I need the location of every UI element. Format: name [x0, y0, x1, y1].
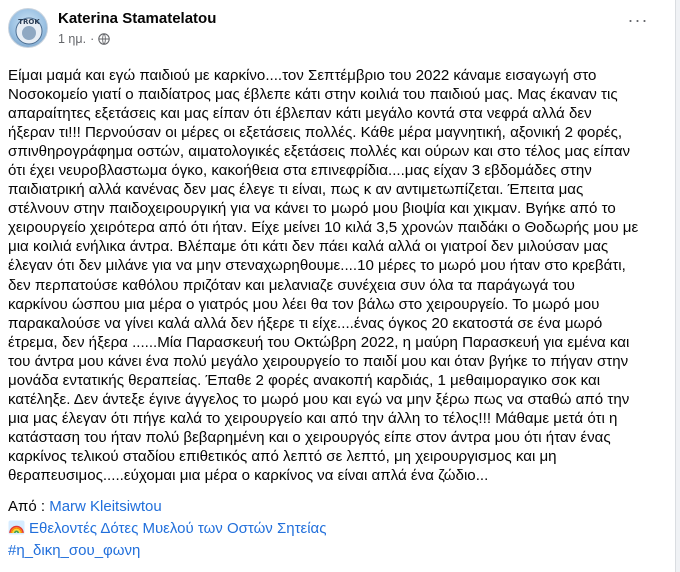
post-time[interactable]: 1 ημ. [58, 32, 87, 46]
post-line: ήξεραν τι!!! Περνούσαν οι μέρες οι εξετάσεις πολλές. Κάθε μέρα μαγνητική, αξονική 2 φορές, [8, 124, 623, 142]
post-body [8, 66, 660, 485]
avatar-logo-text: TROK [18, 18, 40, 26]
rainbow-icon [8, 520, 25, 535]
post-author[interactable]: Katerina Stamatelatou [58, 10, 217, 27]
avatar[interactable] [8, 8, 48, 48]
post-header [8, 8, 658, 58]
group-name: Εθελοντές Δότες Μυελού των Οστών Σητείας [29, 520, 327, 537]
post-credit [8, 498, 162, 515]
hashtag-link[interactable]: #η_δικη_σου_φωνη [8, 542, 141, 559]
post-line: έλεγαν ότι δεν μιλάνε για να μην στεναχωρηθουμε....10 μέρες το μωρό μου ήταν στο κρεβάτι, [8, 257, 626, 275]
post-line: Είμαι μαμά και εγώ παιδιού με καρκίνο....τον Σεπτέμβριο του 2022 κάναμε εισαγωγή στο [8, 67, 597, 84]
post-line: μια μας έλεγαν ότι πήγε καλά το χειρουργείο και από την άλλη το τέλος!!! Μάθαμε μετά ότι η [8, 409, 618, 427]
group-link[interactable] [8, 520, 326, 537]
post-line: καρκίνος τελικού σταδίου επιθετικός από λεπτό σε λεπτό, μη χειρουργισμος και μη [8, 447, 557, 465]
post-line: δεν περπατούσε καθόλου πριζόταν και μελανιαζε συνέχεια συν όλα τα παράγωγά του [8, 276, 575, 294]
post-line: μονάδα εντατικής θεραπείας. Έπαθε 2 φορές ανακοπή καρδιάς, 1 μεθαιμοραγικο σοκ και [8, 371, 601, 389]
credit-prefix: Από : [8, 498, 50, 515]
globe-icon[interactable] [98, 33, 110, 48]
post-line: κατέληξε. Δεν άντεξε έγινε άγγελος το μωρό μου και εγώ να μην ξέρω πως να σταθώ από την [8, 390, 630, 408]
meta-separator: · [90, 32, 95, 46]
post-line: καρκίνου ώσπου μια μέρα ο γιατρός μου λέει θα τον βάλω στο χειρουργείο. Το μωρό μου [8, 295, 600, 313]
post-line: Νοσοκομείο γιατί ο παιδίατρος μας έβλεπε κάτι στην κοιλιά του παιδιού μας. Μας έκαναν τις [8, 86, 618, 104]
post-line: κατάσταση του ήταν πολύ βεβαρημένη και ο χειρουργός είπε στον άντρα μου ότι ήταν ένας [8, 428, 611, 446]
post-line: στέλνουν στην παιδοχειρουργική για να κάνει το μωρό μου βιοψία και χικμαν. Βγήκε από το [8, 200, 616, 218]
post-line: παιδιατρική αλλά κανένας δεν μας έλεγε τι είναι, πως κ αν αντιμετωπίζεται. Έπειτα μας [8, 181, 584, 199]
post-line: σπινθηρογράφημα οστών, αιματολογικές εξετάσεις πολλές και ούρων και στο τέλος μας είπαν [8, 143, 631, 161]
post-line: ότι έχει νευροβλαστωμα όγκο, κακοήθεια στα επινεφρίδια....μας είχαν 3 εβδομάδες στην [8, 162, 592, 180]
credit-author-link[interactable]: Marw Kleitsiwtou [49, 498, 162, 515]
post-line: μια κοιλιά ενήλικα άντρα. Βλέπαμε ότι κάτι δεν πάει καλά αλλά οι γιατροί δεν μιλούσαν μας [8, 238, 609, 256]
post-meta [58, 32, 110, 48]
post-line: έτρεμα, δεν ήξερα ......Μία Παρασκευή του Οκτώβρη 2022, η μαύρη Παρασκευή για εμένα και [8, 333, 630, 351]
avatar-image [9, 9, 48, 48]
post-line: χειρουργείο χειρότερα από ότι ήταν. Είχε μείνει 10 κιλά 3,5 χρονών παιδάκι ο Θοδωρής μου με [8, 219, 639, 237]
more-options-icon[interactable]: ··· [627, 10, 649, 30]
post-line: θεραπευσιμος.....εύχομαι μια μέρα ο καρκίνος να είναι απλά ένα ζώδιο... [8, 466, 489, 484]
post-line: του άντρα μου κάνει ένα πολύ μεγάλο χειρουργείο το παιδί μου και όταν βγήκε το πήγαν στην [8, 352, 629, 370]
post-line: απαραίτητες εξετάσεις και μας είπαν ότι έβλεπαν κάτι μεγάλο κοντά στα νεφρά αλλά δεν [8, 105, 592, 123]
post-line: παρακαλούσε να γίνει καλά αλλά δεν ήξερε τι είχε....ένας όγκος 20 εκατοστά σε ένα μωρό [8, 314, 603, 332]
